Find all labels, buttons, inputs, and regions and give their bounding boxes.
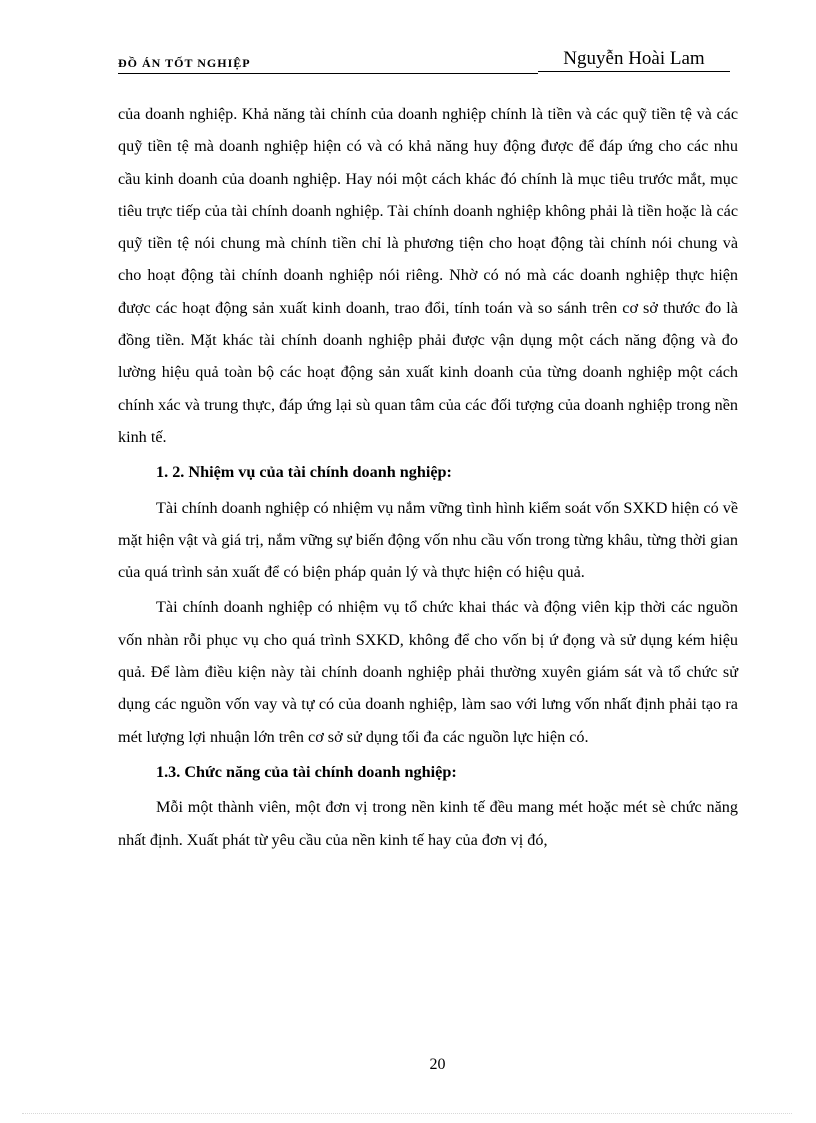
page-bottom-divider [22, 1113, 792, 1114]
section-heading-1-3: 1.3. Chức năng của tài chính doanh nghiệp: [156, 762, 457, 781]
document-header-title: ĐỒ ÁN TỐT NGHIỆP [118, 56, 538, 74]
paragraph: Mỗi một thành viên, một đơn vị trong nền kinh tế đều mang mét hoặc mét sè chức năng nhất định. Xuất phát từ yêu cầu của nền kinh tế hay của đơn vị đó, [118, 798, 738, 849]
section-heading-1-2: 1. 2. Nhiệm vụ của tài chính doanh nghiệp: [156, 463, 452, 482]
paragraph: Tài chính doanh nghiệp có nhiệm vụ nắm vững tình hình kiểm soát vốn SXKD hiện có về mặt hiện vật và giá trị, nắm vững sự biến động vốn nhu cầu vốn trong từng khâu, từng thời gian của quá trình sản xuất để có biện pháp quản lý và thực hiện có hiệu quả. [118, 498, 739, 582]
document-header-author: Nguyễn Hoài Lam [538, 48, 730, 72]
paragraph-continued: của doanh nghiệp. Khả năng tài chính của doanh nghiệp chính là tiền và các quỹ tiền tệ và các quỹ tiền tệ mà doanh nghiệp hiện có và có khả năng huy động được để đáp ứng cho các nhu cầu kinh doanh của doanh nghiệp. Hay nói một cách khác đó chính là mục tiêu trước mắt, mục tiêu trực tiếp của tài chính doanh nghiệp. Tài chính doanh nghiệp không phải là tiền hoặc là các quỹ tiền tệ nói chung mà chính tiền chỉ là phương tiện cho hoạt động tài chính nói chung và cho hoạt động tài chính doanh nghiệp nói riêng. Nhờ có nó mà các doanh nghiệp thực hiện được các hoạt động sản xuất kinh doanh, trao đổi, tính toán và so sánh trên cơ sở thước đo là đồng tiền. Mặt khác tài chính doanh nghiệp phải được vận dụng một cách năng động và đo lường hiệu quả toàn bộ các hoạt động sản xuất kinh doanh của từng doanh nghiệp một cách chính xác và trung thực, đáp ứng lại sù quan tâm của các đối tượng của doanh nghiệp trong nền kinh tế. [118, 105, 738, 446]
page-number: 20 [429, 1056, 446, 1073]
page-content [118, 98, 738, 859]
paragraph: Tài chính doanh nghiệp có nhiệm vụ tổ chức khai thác và động viên kịp thời các nguồn vốn nhàn rỗi phục vụ cho quá trình SXKD, không để cho vốn bị ứ đọng và sử dụng kém hiệu quả. Để làm điều kiện này tài chính doanh nghiệp phải thường xuyên giám sát và tổ chức sử dụng các nguồn vốn vay và tự có của doanh nghiệp, làm sao với lưng vốn nhất định phải tạo ra mét lượng lợi nhuận lớn trên cơ sở sử dụng tối đa các nguồn lực hiện có. [118, 598, 738, 746]
